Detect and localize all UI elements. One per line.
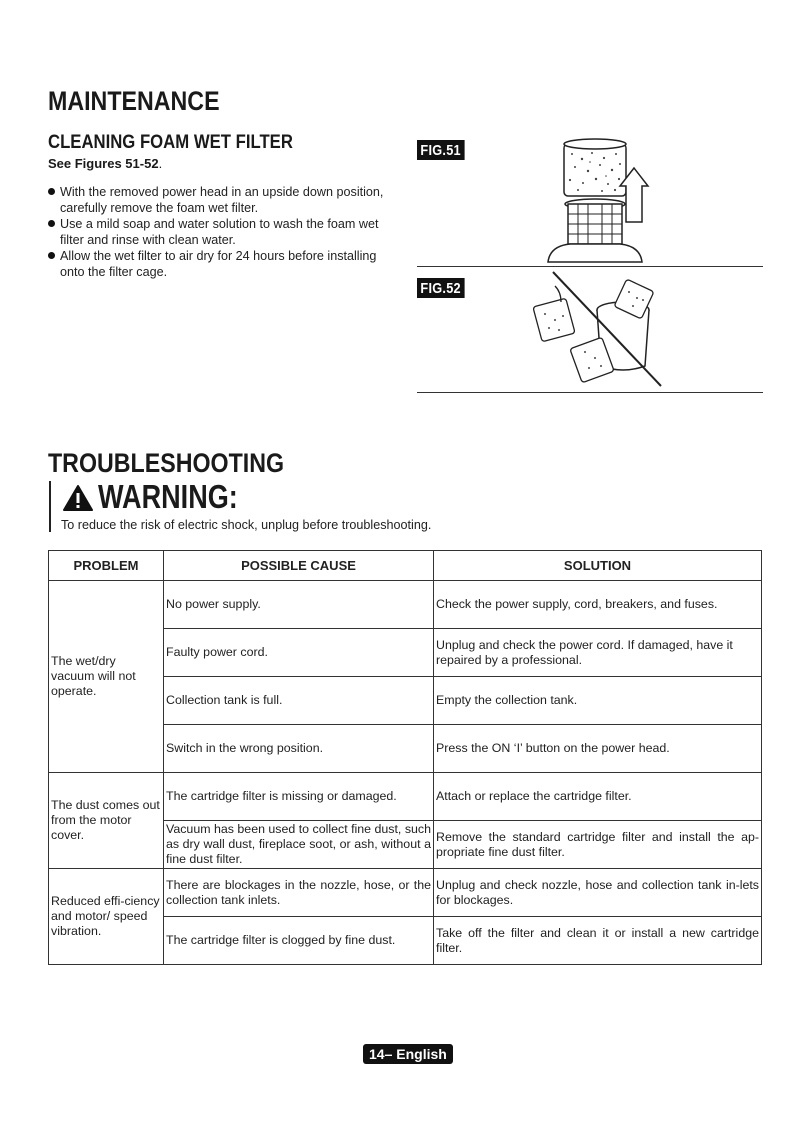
cause-cell: Switch in the wrong position. bbox=[164, 725, 434, 773]
fig-divider bbox=[417, 392, 763, 393]
solution-cell: Remove the standard cartridge filter and install the ap-propriate fine dust filter. bbox=[434, 821, 762, 869]
solution-cell: Take off the filter and clean it or install a new cartridge filter. bbox=[434, 917, 762, 965]
fig52-illustration bbox=[525, 270, 675, 390]
fig-divider bbox=[417, 266, 763, 267]
page-number-badge: 14– English bbox=[363, 1044, 453, 1064]
problem-cell: The wet/dry vacuum will not operate. bbox=[49, 581, 164, 773]
bullet-list bbox=[48, 184, 394, 280]
solution-cell: Attach or replace the cartridge filter. bbox=[434, 773, 762, 821]
header-cause: POSSIBLE CAUSE bbox=[164, 551, 434, 581]
header-problem: PROBLEM bbox=[49, 551, 164, 581]
bullet-item: Allow the wet filter to air dry for 24 hours before installing onto the filter cage. bbox=[48, 248, 394, 280]
fig51-illustration bbox=[530, 134, 670, 264]
cause-cell: Faulty power cord. bbox=[164, 629, 434, 677]
foam-filter-shape bbox=[564, 144, 626, 196]
warning-triangle-icon bbox=[62, 484, 94, 512]
table-row bbox=[49, 869, 762, 917]
solution-cell: Unplug and check the power cord. If damaged, have it repaired by a professional. bbox=[434, 629, 762, 677]
cause-cell: Collection tank is full. bbox=[164, 677, 434, 725]
cause-cell: No power supply. bbox=[164, 581, 434, 629]
warning-title: WARNING: bbox=[98, 478, 238, 515]
troubleshooting-table bbox=[48, 550, 762, 965]
fig52-label: FIG.52 bbox=[417, 278, 464, 298]
see-figures-text: See Figures 51-52 bbox=[48, 156, 159, 171]
fig51-label: FIG.51 bbox=[417, 140, 464, 160]
table-row bbox=[49, 581, 762, 629]
see-figures-note bbox=[48, 156, 162, 171]
warning-text: To reduce the risk of electric shock, unplug before troubleshooting. bbox=[61, 518, 432, 532]
warning-bar bbox=[49, 481, 51, 532]
problem-cell: Reduced effi-ciency and motor/ speed vibration. bbox=[49, 869, 164, 965]
page-title: MAINTENANCE bbox=[48, 86, 220, 116]
cause-cell: There are blockages in the nozzle, hose, or the collection tank inlets. bbox=[164, 869, 434, 917]
solution-cell: Check the power supply, cord, breakers, and fuses. bbox=[434, 581, 762, 629]
troubleshooting-title: TROUBLESHOOTING bbox=[48, 448, 285, 478]
cause-cell: The cartridge filter is missing or damaged. bbox=[164, 773, 434, 821]
solution-cell: Unplug and check nozzle, hose and collection tank in-lets for blockages. bbox=[434, 869, 762, 917]
bullet-item: With the removed power head in an upside down position, carefully remove the foam wet filter. bbox=[48, 184, 394, 216]
see-figures-period: . bbox=[158, 156, 163, 171]
table-header-row bbox=[49, 551, 762, 581]
cause-cell: The cartridge filter is clogged by fine dust. bbox=[164, 917, 434, 965]
bullet-item: Use a mild soap and water solution to wash the foam wet filter and rinse with clean water. bbox=[48, 216, 394, 248]
cause-cell: Vacuum has been used to collect fine dust, such as dry wall dust, fireplace soot, or ash, without a fine dust filter. bbox=[164, 821, 434, 869]
solution-cell: Empty the collection tank. bbox=[434, 677, 762, 725]
table-row bbox=[49, 773, 762, 821]
solution-cell: Press the ON ‘I’ button on the power head. bbox=[434, 725, 762, 773]
problem-cell: The dust comes out from the motor cover. bbox=[49, 773, 164, 869]
header-solution: SOLUTION bbox=[434, 551, 762, 581]
section-title: CLEANING FOAM WET FILTER bbox=[48, 132, 293, 153]
